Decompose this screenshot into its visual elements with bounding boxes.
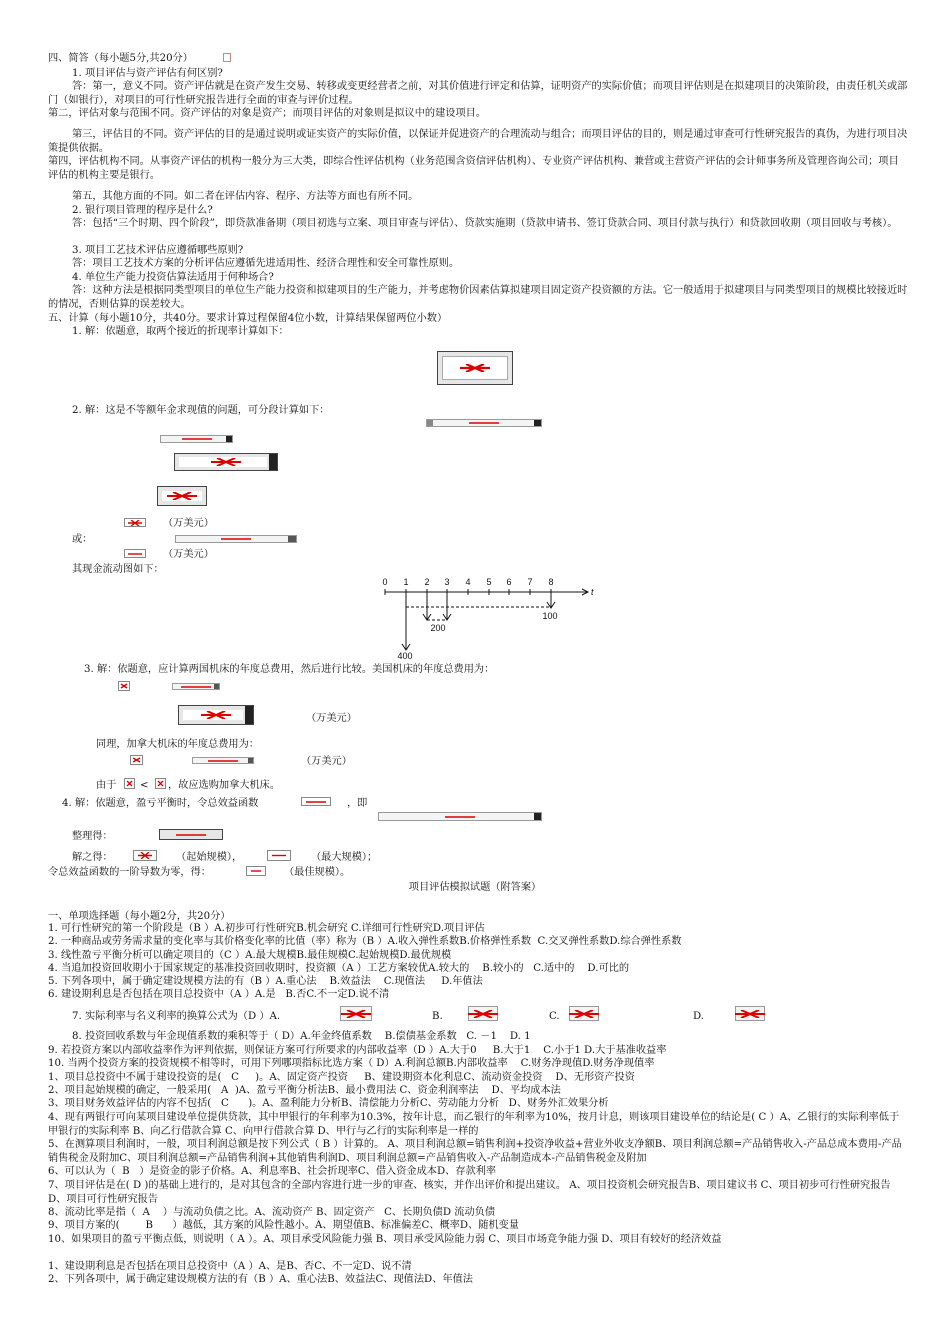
- tick-label-4: 4: [465, 577, 471, 587]
- tick-label-6: 6: [506, 577, 512, 587]
- exam-b-item-7: 7、项目评估是在( D )的基础上进行的，是对其包含的全部内容进行进一步的审查、核实，并作出评价和提出建议。 A、项目投资机会研究报告B、项目建议书 C、项目初步可行性研究报告D、项目可行性研究报告: [48, 1180, 891, 1205]
- tick-label-2: 2: [424, 577, 430, 587]
- answer-3: 答：项目工艺技术方案的分析评估应遵循先进适用性、经济合理性和安全可靠性原则。: [72, 258, 460, 269]
- exam-b-item-4: 4、现有两银行可向某项目建设单位提供贷款，其中甲银行的年利率为10.3%，按年计息，而乙银行的年利率为10%，按月计息，则该项目建设单位的结论是( C ）A、乙银行的实际利率低于甲银行的实际利率 B、向乙行借款合算 C、向甲行借款合算 D、甲行与乙行的实际利率是一样的: [48, 1112, 900, 1137]
- unit-label-1: （万美元）: [163, 518, 214, 529]
- tick-label-7: 7: [527, 577, 533, 587]
- formula-image-1: [437, 351, 513, 385]
- solution-4-ji: ，即: [347, 798, 368, 809]
- max-scale-label: （最大规模）；: [311, 852, 378, 863]
- tick-label-0: 0: [382, 577, 388, 587]
- solution-3-intro: 3. 解：依题意，应计算两国机床的年度总费用，然后进行比较。美国机床的年度总费用为：: [84, 664, 495, 675]
- exam-title: 项目评估模拟试题（附答案）: [408, 882, 542, 893]
- exam-section-1: 一、单项选择题（每小题2分，共20分）: [48, 911, 231, 922]
- section4-heading: 四、简答（每小题5分,共20分）: [48, 53, 193, 64]
- formula-image-9: [118, 681, 130, 691]
- formula-option-a: [340, 1006, 372, 1021]
- question-2: 2. 银行项目管理的程序是什么?: [72, 205, 213, 216]
- formula-image-12: [130, 755, 143, 765]
- section5-heading: 五、计算（每小题10分，共40分。要求计算过程保留4位小数，计算结果保留两位小数）: [48, 313, 448, 324]
- formula-image-13: [192, 757, 254, 764]
- exam-item-5: 5. 下列各项中，属于确定建设规模方法的有（B ）A.重心法 B.效益法 C.现值法 D.年值法: [48, 976, 483, 987]
- value-label-400: 400: [397, 651, 413, 661]
- formula-image-17: [378, 812, 542, 821]
- exam-b-item-6: 6、可以认为（ B ）是资金的影子价格。A、利息率B、社会折现率C、借入资金成本D、存款利率: [48, 1166, 497, 1177]
- answer-1-para-5: 第五，其他方面的不同。如二者在评估内容、程序、方法等方面也有所不同。: [72, 191, 419, 202]
- answer-1-para-3: 第三，评估目的不同。资产评估的目的是通过说明或证实资产的实际价值，以保证并促进资产的合理流动与组合；而项目评估的目的，则是通过审查可行性研究报告的真伪，为进行项目决策提供依据。: [48, 129, 908, 154]
- formula-image-8: [124, 549, 146, 558]
- formula-option-b: [468, 1006, 498, 1021]
- answer-1-para-4: 第四，评估机构不同。从事资产评估的机构一般分为三大类，即综合性评估机构（业务范围含资信评估机构）、专业资产评估机构、兼营或主营资产评估的会计师事务所及管理咨询公司；项目评估的机构主要是银行。: [48, 156, 899, 181]
- question-3: 3. 项目工艺技术评估应遵循哪些原则?: [72, 245, 244, 256]
- exam-item-1: 1. 可行性研究的第一个阶段是（B ）A.初步可行性研究B.机会研究 C.详细可行性研究D.项目评估: [48, 923, 485, 934]
- solution-3-canada: 同理，加拿大机床的年度总费用为：: [96, 739, 259, 750]
- answer-1-para-2: 第二，评估对象与范围不同。资产评估的对象是资产；而项目评估的对象则是拟议中的建设项目。: [48, 108, 487, 119]
- exam-item-8: 8. 投资回收系数与年金现值系数的乘积等于（ D）A.年金终值系数 B.偿债基金系数 C. －1 D. 1: [72, 1031, 531, 1042]
- formula-image-6: [124, 518, 146, 527]
- solution-3-prefix: 由于: [96, 780, 117, 791]
- broken-image-icon: [223, 53, 231, 62]
- answer-1-para-1: 答：第一，意义不同。资产评估就是在资产发生交易、转移或变更经营者之前，对其价值进行评定和估算，证明资产的实际价值；而项目评估则是在拟建项目的决策阶段，由责任机关或部门（如银行），对项目的可行性研究报告进行全面的审查与评价过程。: [48, 81, 908, 106]
- unit-label-4: （万美元）: [301, 756, 352, 767]
- tick-label-1: 1: [403, 577, 409, 587]
- or-label: 或：: [72, 534, 93, 545]
- formula-image-14: [124, 778, 135, 789]
- exam-b-item-5: 5、在测算项目利润时，一般，项目利润总额是按下列公式（ B ）计算的。 A、项目利润总额=销售利润+投资净收益+营业外收支净额B、项目利润总额=产品销售收入-产品总成本费用-产品销售税金及附加C、项目利润总额=产品销售利润+其他销售利润D、项目利润总额=产品销售收入-产品制造成本-产品销售税金及附加: [48, 1139, 902, 1164]
- formula-image-7: [175, 535, 297, 543]
- exam-b-item-9: 9、项目方案的( B ）越低，其方案的风险性越小。A、期望值B、标准偏差C、概率D、随机变量: [48, 1220, 520, 1231]
- formula-image-16: [301, 797, 331, 806]
- tick-label-5: 5: [486, 577, 492, 587]
- tick-label-3: 3: [444, 577, 450, 587]
- exam-item-2: 2. 一种商品或劳务需求量的变化率与其价格变化率的比值（率）称为（B ）A.收入弹性系数B.价格弹性系数 C.交叉弹性系数D.综合弹性系数: [48, 936, 682, 947]
- exam-c-item-2: 2、下列各项中，属于确定建设规模方法的有（B ）A、重心法B、效益法C、现值法D、年值法: [48, 1274, 473, 1285]
- exam-item-9: 9. 若投资方案以内部收益率作为评判依据，则保证方案可行所要求的内部收益率（D ）A.大于0 B.大于1 C.小于1 D.大于基准收益率: [48, 1045, 667, 1056]
- formula-image-18: [159, 829, 223, 840]
- exam-item-6: 6. 建设期利息是否包括在项目总投资中（A ）A.是 B.否C.不一定D.说不清: [48, 989, 390, 1000]
- exam-b-item-1: 1、项目总投资中不属于建设投资的是( C )。A、固定资产投资 B、建设期资本化利息C、流动资金投资 D、无形资产投资: [48, 1072, 635, 1083]
- solution-1-intro: 1. 解：依题意，取两个接近的折现率计算如下：: [72, 326, 289, 337]
- formula-image-19: [133, 850, 157, 861]
- option-d-label: D.: [693, 1011, 705, 1022]
- formula-image-10: [172, 683, 220, 690]
- solution-3-conclusion: ，故应选购加拿大机床。: [168, 780, 281, 791]
- formula-option-c: [569, 1006, 599, 1021]
- exam-item-4: 4. 当追加投资回收期小于国家规定的基准投资回收期时，投资额（A ）工艺方案较优A.较大的 B.较小的 C.适中的 D.可比的: [48, 963, 630, 974]
- optimal-scale-label: （最佳规模）。: [284, 867, 351, 878]
- solution-4-derivative: 令总效益函数的一阶导数为零，得：: [48, 867, 211, 878]
- answer-4: 答：这种方法是根据同类型项目的单位生产能力投资和拟建项目的生产能力，并考虑物价因素估算拟建项目固定资产投资额的方法。它一般适用于拟建项目与同类型项目的规模比较接近时的情况，否则估算的误差较大。: [48, 285, 908, 310]
- exam-c-item-1: 1、建设期利息是否包括在项目总投资中（A ）A、是B、否C、不一定D、说不清: [48, 1261, 412, 1272]
- cashflow-label: 其现金流动图如下：: [72, 564, 164, 575]
- exam-item-10: 10. 当两个投资方案的投资规模不相等时，可用下列哪项指标比选方案（ D）A.利润总额B.内部收益率 C.财务净现值D.财务净现值率: [48, 1058, 655, 1069]
- solution-4-intro: 4. 解：依题意，盈亏平衡时，令总效益函数: [62, 798, 259, 809]
- option-c-label: C.: [549, 1011, 560, 1022]
- exam-b-item-10: 10、如果项目的盈亏平衡点低，则说明（ A ）。A、项目承受风险能力强 B、项目承受风险能力弱 C、项目市场竞争能力强 D、项目有较好的经济效益: [48, 1234, 722, 1245]
- solution-4-solve: 解之得：: [72, 852, 113, 863]
- solution-2-intro: 2. 解：这是不等额年金求现值的问题，可分段计算如下：: [72, 405, 330, 416]
- formula-image-3: [160, 435, 233, 443]
- exam-b-item-2: 2、项目起始规模的确定，一般采用( A )A、盈亏平衡分析法B、最小费用法 C、资金利润率法 D、平均成本法: [48, 1085, 561, 1096]
- formula-image-4: [174, 453, 278, 471]
- formula-option-d: [735, 1006, 765, 1021]
- answer-2: 答：包括“三个时期、四个阶段”，即贷款准备期（项目初选与立案、项目审查与评估）、贷款实施期（贷款申请书、签订贷款合同、项目付款与执行）和贷款回收期（项目回收与考核）。: [72, 218, 898, 229]
- formula-image-2: [426, 419, 542, 427]
- less-than-sign: <: [140, 780, 149, 791]
- solution-4-simplify: 整理得：: [72, 831, 113, 842]
- value-label-200: 200: [430, 623, 446, 633]
- formula-image-15: [155, 778, 166, 789]
- question-4: 4. 单位生产能力投资估算法适用于何种场合?: [72, 272, 274, 283]
- unit-label-2: （万美元）: [163, 549, 214, 560]
- time-axis-label: t: [591, 587, 594, 597]
- exam-b-item-3: 3、项目财务效益评估的内容不包括( C )。A、盈利能力分析B、清偿能力分析C、劳动能力分析 D、财务外汇效果分析: [48, 1098, 609, 1109]
- formula-image-21: [246, 866, 266, 876]
- formula-image-20: [267, 850, 291, 861]
- formula-image-5: [157, 486, 207, 506]
- exam-b-item-8: 8、流动比率是指（ A ）与流动负债之比。A、流动资产 B、固定资产 C、长期负债D 流动负债: [48, 1207, 496, 1218]
- start-scale-label: （起始规模），: [176, 852, 243, 863]
- formula-image-11: [178, 705, 254, 725]
- option-b-label: B.: [432, 1011, 443, 1022]
- value-label-100: 100: [542, 611, 558, 621]
- exam-item-3: 3. 线性盈亏平衡分析可以确定项目的（C ）A.最大规模B.最佳规模C.起始规模D.最优规模: [48, 950, 452, 961]
- exam-item-7: 7. 实际利率与名义利率的换算公式为（D ）A.: [72, 1011, 281, 1022]
- tick-label-8: 8: [548, 577, 554, 587]
- unit-label-3: （万美元）: [306, 713, 357, 724]
- question-1: 1. 项目评估与资产评估有何区别?: [72, 68, 223, 79]
- cashflow-diagram: [370, 572, 610, 664]
